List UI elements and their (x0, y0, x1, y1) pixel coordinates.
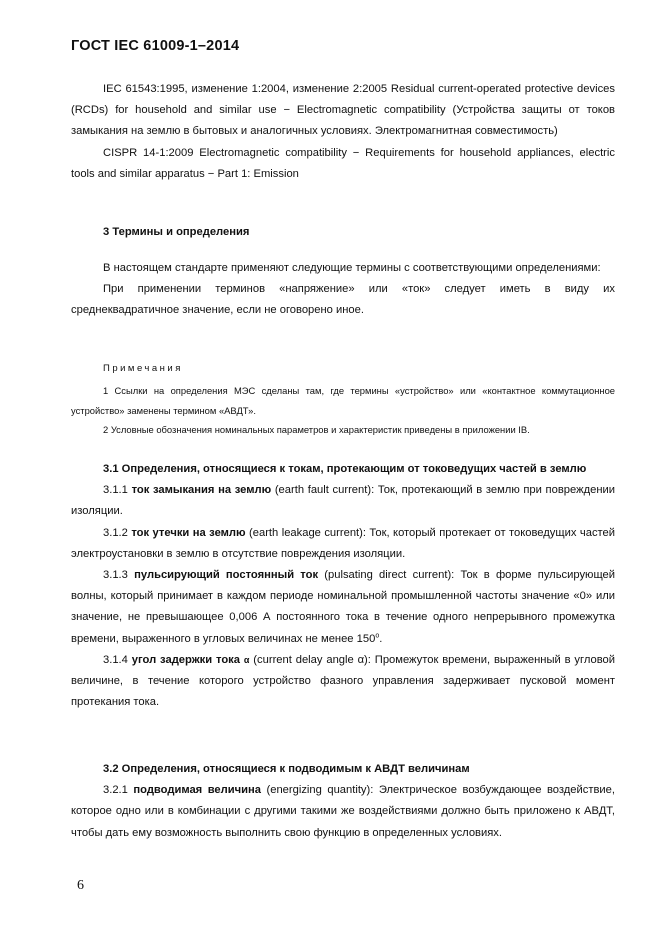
alpha-symbol: α (243, 654, 250, 665)
section-3-1 (71, 459, 615, 713)
note-1: 1 Ссылки на определения МЭС сделаны там, где термины «устройство» или «контактное коммутационное устройство» заменены термином «АВДТ». (71, 385, 615, 416)
term-number: 3.1.1 (103, 484, 128, 497)
term-3-1-4 (71, 650, 615, 714)
section-3-1-heading: 3.1 Определения, относящиеся к токам, протекающим от токоведущих частей в землю (103, 463, 587, 475)
term-number: 3.1.4 (103, 653, 128, 666)
term-name: пульсирующий постоянный ток (134, 569, 319, 582)
section-3-2-heading: 3.2 Определения, относящиеся к подводимым к АВДТ величинам (103, 763, 470, 775)
term-name: подводимая величина (133, 784, 261, 797)
reference-cispr-14-1: CISPR 14-1:2009 Electromagnetic compatibility − Requirements for household appliances, electric tools and similar apparatus − Part 1: Emission (71, 146, 615, 180)
term-name: ток утечки на землю (131, 526, 246, 539)
term-definition: (energizing quantity): Электрическое возбуждающее воздействие, которое одно или в комбинации с другими такими же воздействиями должно быть приложено к АВДТ, чтобы дать ему возможность выполнить свою функцию в определенных условиях. (71, 784, 615, 839)
term-name: угол задержки тока (131, 653, 240, 666)
reference-iec-61543: IEC 61543:1995, изменение 1:2004, изменение 2:2005 Residual current-operated protective devices (RCDs) for household and similar use − Electromagnetic compatibility (Устройства защиты от токов замыкания на землю в бытовых и аналогичных условиях. Электромагнитная совместимость) (71, 83, 615, 138)
degree-mark: о (375, 631, 380, 639)
term-definition: (pulsating direct current): Ток в форме пульсирующей волны, который принимает в каждом периоде номинальной промышленной частоты значение «0» или значение, не превышающее 0,006 А постоянного тока в течение одного непрерывного промежутка времени, выраженного в угловых величинах не менее 150 (71, 569, 616, 645)
rms-paragraph: При применении терминов «напряжение» или «ток» следует иметь в виду их среднеквадратичное значение, если не оговорено иное. (71, 283, 615, 317)
term-definition: (current delay angle α): Промежуток времени, выраженный в угловой величине, в течение которого устройство фазного управления задерживает пусковой момент протекания тока. (71, 653, 616, 709)
term-end: . (379, 632, 383, 645)
page-number: 6 (77, 878, 84, 893)
references-block (71, 79, 615, 185)
term-name: ток замыкания на землю (131, 484, 272, 497)
section-3-heading: 3 Термины и определения (103, 226, 250, 238)
term-3-2-1 (71, 780, 615, 844)
intro-paragraph: В настоящем стандарте применяют следующие термины с соответствующими определениями: (103, 262, 601, 274)
term-number: 3.2.1 (103, 784, 128, 797)
term-3-1-3 (71, 565, 615, 650)
document-header: ГОСТ IEC 61009-1–2014 (71, 38, 240, 54)
term-3-1-1 (71, 480, 615, 522)
notes-heading: Примечания (103, 363, 183, 374)
section-3-2 (71, 759, 615, 844)
term-number: 3.1.2 (103, 526, 128, 539)
term-3-1-2 (71, 523, 615, 565)
term-definition: (earth fault current): Ток, протекающий в землю при повреждении изоляции. (71, 484, 616, 518)
note-2: 2 Условные обозначения номинальных параметров и характеристик приведены в приложении IB. (103, 424, 530, 435)
term-number: 3.1.3 (103, 569, 128, 582)
section-3-intro (71, 258, 615, 322)
term-definition: (earth leakage current): Ток, который протекает от токоведущих частей электроустановки в землю в отсутствие повреждения изоляции. (71, 526, 616, 560)
